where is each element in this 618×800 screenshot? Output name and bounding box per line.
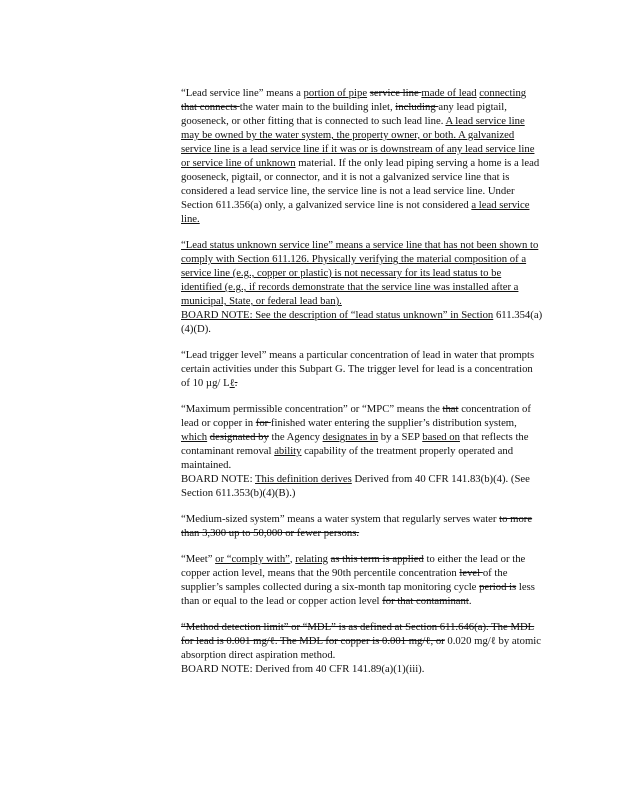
text-segment: of the supplier’s samples collected during a six-month tap monitoring cycle: [181, 567, 508, 593]
text-segment: connecting: [479, 87, 527, 99]
text-segment: by a SEP: [378, 431, 423, 443]
text-segment: a lead service line.: [181, 199, 530, 225]
text-segment: made of lead: [421, 87, 477, 99]
text-segment: 611.354(a)(4)(D).: [181, 309, 543, 335]
text-segment: “Method detection limit” or “MDL” is as defined at Section 611.646(a). The MDL for lead is 0.001 mg/ℓ. The MDL for copper is 0.001 mg/ℓ, or: [181, 621, 535, 647]
text-segment: that: [442, 403, 459, 415]
text-segment: This definition derives: [255, 473, 352, 485]
text-segment: “Lead trigger level” means a particular concentration of lead in water that prompts certain activities under this Subpart G. The trigger level for lead is a concentration of 10 µg/ L: [181, 349, 535, 389]
text-segment: period is: [479, 581, 517, 593]
board-note: [181, 662, 543, 676]
definition-mdl: [181, 620, 543, 676]
text-segment: for that contaminant: [382, 595, 469, 607]
definition-lead-trigger-level: [181, 348, 543, 390]
definition-meet-or-comply: [181, 552, 543, 608]
text-segment: BOARD NOTE: See the description of “lead status unknown” in Section: [181, 309, 494, 321]
text-segment: the Agency: [268, 431, 323, 443]
definition-medium-sized-system: [181, 512, 543, 540]
text-segment: concentration of lead or copper in: [181, 403, 531, 429]
text-segment: ability: [274, 445, 302, 457]
definition-mpc: [181, 402, 543, 500]
text-segment: relating: [295, 553, 328, 565]
board-note: [181, 472, 543, 500]
text-segment: ,: [289, 553, 296, 565]
text-segment: designates in: [322, 431, 379, 443]
text-segment: that connects: [181, 101, 240, 113]
text-segment: capability of the treatment properly operated and maintained.: [181, 445, 514, 471]
text-segment: portion of pipe: [303, 87, 368, 99]
text-segment: “Lead service line” means a: [181, 87, 304, 99]
text-segment: material. If the only lead piping serving a home is a lead gooseneck, pigtail, or connector, and it is not a galvanized service line that is considered a lead service line, the service line is not a lead service line. Under Section 611.356(a) only, a galvanized service line is not considered: [181, 157, 540, 211]
text-segment: “Meet”: [181, 553, 216, 565]
text-segment: “Maximum permissible concentration” or “MPC” means the: [181, 403, 443, 415]
text-segment: or “comply with”: [215, 553, 290, 565]
text-segment: to either the lead or the copper action level, means that the 90th percentile concentration: [181, 553, 526, 579]
text-segment: BOARD NOTE: Derived from 40 CFR 141.89(a)(1)(iii).: [181, 663, 425, 675]
text-segment: BOARD NOTE:: [181, 473, 256, 485]
document-body: [181, 86, 543, 688]
text-segment: “Lead status unknown service line” means a service line that has not been shown to comply with Section 611.126. Physically verifying the material composition of a service line (e.g., copper or plastic) is not necessary for its lead status to be identified (e.g., if records demonstrate that the service line was installed after a municipal, State, or federal lead ban).: [181, 239, 539, 307]
text-segment: based on: [422, 431, 460, 443]
text-segment: including: [395, 101, 439, 113]
text-segment: for: [255, 417, 271, 429]
text-segment: finished water entering the supplier’s distribution system,: [270, 417, 517, 429]
text-segment: A lead service line may be owned by the water system, the property owner, or both. A galvanized service line is a lead service line if it was or is downstream of any lead service line or service line of unknown: [181, 115, 535, 169]
board-note: [181, 308, 543, 336]
text-segment: “Medium-sized system” means a water system that regularly serves water: [181, 513, 500, 525]
text-segment: designated by: [209, 431, 269, 443]
text-segment: which: [181, 431, 208, 443]
text-segment: less than or equal to the lead or copper action level: [181, 581, 535, 607]
text-segment: service line: [369, 87, 422, 99]
text-segment: to more than 3,300 up to 50,000 or fewer persons.: [181, 513, 533, 539]
definition-lead-service-line: [181, 86, 543, 226]
text-segment: as this term is applied: [330, 553, 424, 565]
text-segment: the water main to the building inlet,: [239, 101, 396, 113]
text-segment: any lead pigtail, gooseneck, or other fitting that is connected to such lead line.: [181, 101, 507, 127]
text-segment: .: [234, 377, 238, 389]
text-segment: level: [459, 567, 483, 579]
text-segment: .: [468, 595, 472, 607]
text-segment: ℓ: [229, 377, 235, 389]
definition-lead-status-unknown: [181, 238, 543, 336]
text-segment: 0.020 mg/ℓ by atomic absorption direct aspiration method.: [181, 635, 541, 661]
text-segment: Derived from 40 CFR 141.83(b)(4). (See Section 611.353(b)(4)(B).): [181, 473, 530, 499]
text-segment: that reflects the contaminant removal: [181, 431, 529, 457]
